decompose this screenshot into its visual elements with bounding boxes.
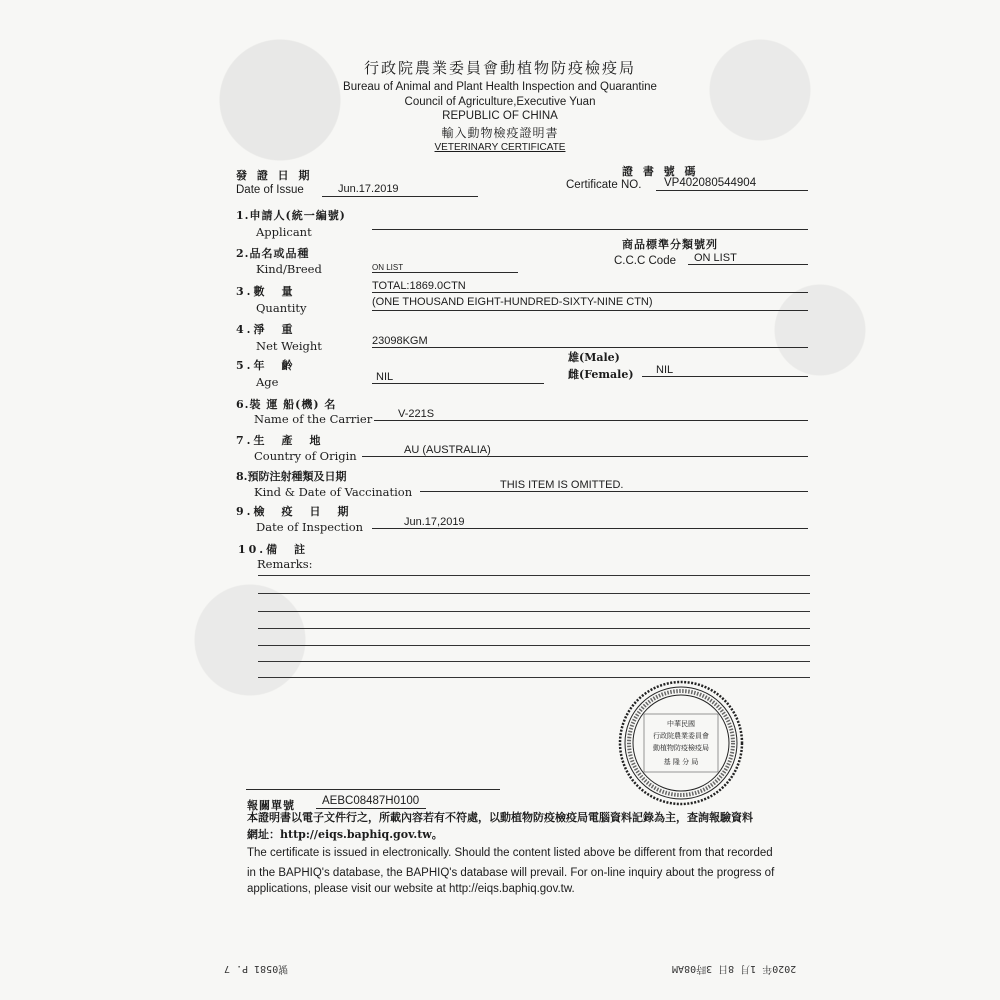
notice-en-line-1: The certificate is issued in electronically. Should the content listed above be different from that recorded [247,847,773,859]
certificate-no-underline [656,190,808,191]
kind-label-zh: 2.品名或品種 [236,247,310,260]
age-label-zh: 5.年 齡 [236,359,296,372]
sex-underline [642,376,808,377]
remarks-label-zh: 10.備 註 [238,543,309,556]
quantity-label-en: Quantity [256,301,307,315]
country-name: REPUBLIC OF CHINA [442,110,558,122]
notice-en-line-3: applications, please visit our website at http://eiqs.baphiq.gov.tw. [247,883,575,895]
remarks-line [258,611,810,612]
remarks-line [258,593,810,594]
origin-underline [362,456,808,457]
footer-divider [246,789,500,790]
quantity-label-zh: 3.數 量 [236,285,296,298]
sex-male-label: 雄(Male) [568,351,620,364]
certificate-title-en: VETERINARY CERTIFICATE [434,142,566,153]
kind-label-en: Kind/Breed [256,262,322,276]
notice-zh-line-1: 本證明書以電子文件行之，所載內容若有不符處，以動植物防疫檢疫局電腦資料記錄為主，查詢報驗資料 [247,811,753,824]
applicant-label-zh: 1.申請人(統一編號) [236,209,346,222]
vaccination-label-zh: 8.預防注射種類及日期 [236,470,347,483]
agency-title-en: Bureau of Animal and Plant Health Inspection and Quarantine [343,81,657,93]
remarks-line [258,575,810,576]
remarks-label-en: Remarks: [257,557,313,571]
vaccination-label-en: Kind & Date of Vaccination [254,485,413,499]
certificate-no-label-en: Certificate NO. [566,179,642,191]
carrier-label-en: Name of the Carrier [254,412,373,426]
sex-female-label: 雌(Female) [568,368,634,381]
net-weight-value: 23098KGM [372,335,428,347]
official-seal [618,680,744,806]
origin-value: AU (AUSTRALIA) [404,444,491,456]
seal-line-3: 動植物防疫檢疫局 [653,744,709,752]
customs-value: AEBC08487H0100 [322,795,420,807]
ccc-label-en: C.C.C Code [614,255,676,267]
remarks-line [258,645,810,646]
kind-underline [372,272,518,273]
seal-line-4: 基 隆 分 局 [663,758,699,766]
carrier-value: V-221S [398,408,435,420]
issue-date-value: Jun.17.2019 [338,183,399,195]
origin-label-zh: 7.生 產 地 [236,434,324,447]
quantity-underline-1 [372,292,808,293]
issue-date-label-zh: 發 證 日 期 [236,169,313,182]
inspection-label-en: Date of Inspection [256,520,364,534]
sex-value: NIL [656,364,674,376]
fax-page-number: 號0581 P. 7 [224,963,289,974]
issue-date-underline [322,196,478,197]
net-weight-label-en: Net Weight [256,339,322,353]
quantity-value-total: TOTAL:1869.0CTN [372,280,466,292]
age-underline [372,383,544,384]
origin-label-en: Country of Origin [254,449,357,463]
notice-zh-line-2: 網址：http://eiqs.baphiq.gov.tw。 [247,828,443,841]
vaccination-value: THIS ITEM IS OMITTED. [500,479,624,491]
remarks-line [258,661,810,662]
certificate-title-zh: 輸入動物檢疫證明書 [441,126,559,140]
council-name: Council of Agriculture,Executive Yuan [404,96,596,108]
notice-en-line-2: in the BAPHIQ's database, the BAPHIQ's database will prevail. For on-line inquiry about the progress of [247,867,775,879]
carrier-label-zh: 6.裝 運 船(機) 名 [236,398,337,411]
net-weight-label-zh: 4.淨 重 [236,323,296,336]
issue-date-label-en: Date of Issue [236,184,304,196]
quantity-value-words: (ONE THOUSAND EIGHT-HUNDRED-SIXTY-NINE CTN) [372,296,653,308]
quantity-underline-2 [372,310,808,311]
remarks-line [258,628,810,629]
seal-line-2: 行政院農業委員會 [653,732,709,740]
remarks-line [258,677,810,678]
kind-value: ON LIST [372,263,404,272]
seal-line-1: 中華民國 [667,720,695,728]
inspection-label-zh: 9.檢 疫 日 期 [236,505,352,518]
agency-title-zh: 行政院農業委員會動植物防疫檢疫局 [363,59,636,77]
fax-timestamp: 2020年 1月 8日 3時08AM [672,963,797,974]
certificate-no-label-zh: 證 書 號 碼 [622,165,699,178]
net-weight-underline [372,347,808,348]
carrier-underline [374,420,808,421]
vaccination-underline [420,491,808,492]
age-value: NIL [376,371,394,383]
applicant-underline [372,229,808,230]
inspection-value: Jun.17,2019 [404,516,465,528]
customs-label: 報關單號 [247,799,295,812]
inspection-underline [372,528,808,529]
certificate-no-value: VP402080544904 [664,177,757,189]
ccc-value: ON LIST [694,252,737,264]
ccc-underline [688,264,808,265]
applicant-label-en: Applicant [256,225,312,239]
ccc-label-zh: 商品標準分類號列 [622,238,718,251]
age-label-en: Age [256,375,279,389]
